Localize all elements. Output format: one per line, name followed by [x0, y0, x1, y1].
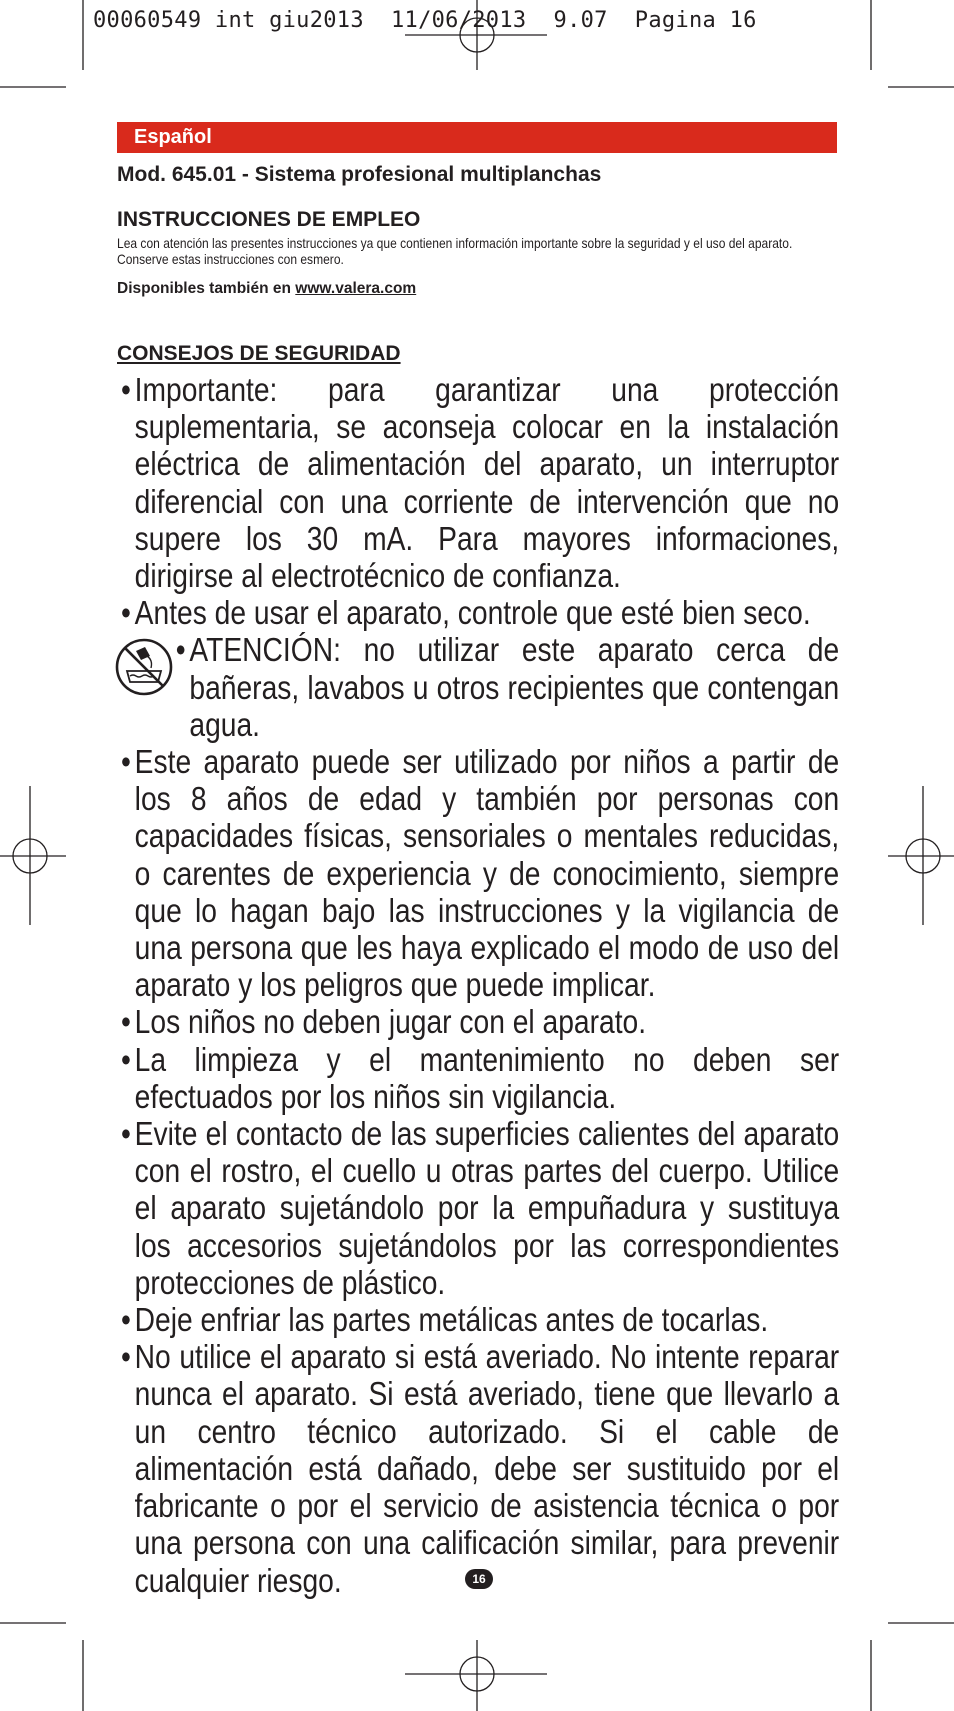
page-number: 16: [465, 1569, 493, 1589]
model-title: Mod. 645.01 - Sistema profesional multiplanchas: [117, 163, 602, 186]
list-item: • Este aparato puede ser utilizado por niños a partir de los 8 años de edad y también por personas con capacidades físicas, sensoriales o mentales reducidas, o carentes de experiencia y de conocimiento, siempre que lo hagan bajo las instrucciones y la vigilancia de una persona que les haya explicado el modo de uso del aparato y los peligros que puede implicar.: [121, 743, 840, 1004]
availability-line: [117, 280, 416, 298]
instructions-text: Lea con atención las presentes instrucciones ya que contienen información importante sobre la seguridad y el uso del aparato. Conserve estas instrucciones con esmero.: [117, 235, 793, 267]
registration-mark-top: [405, 0, 547, 70]
language-label: Español: [134, 126, 212, 148]
language-bar: [117, 122, 837, 153]
list-item-warning: • ATENCIÓN: no utilizar este aparato cerca de bañeras, lavabos u otros recipientes que contengan agua.: [175, 631, 840, 743]
registration-mark-right: [888, 786, 954, 925]
registration-mark-left: [0, 786, 66, 925]
safety-heading: CONSEJOS DE SEGURIDAD: [117, 342, 401, 365]
list-item: • La limpieza y el mantenimiento no deben ser efectuados por los niños sin vigilancia.: [121, 1040, 840, 1115]
list-item: • Antes de usar el aparato, controle que esté bien seco.: [121, 594, 811, 632]
printer-slug: 00060549 int giu2013 11/06/2013 9.07 Pagina 16: [93, 8, 757, 33]
list-item: • Evite el contacto de las superficies calientes del aparato con el rostro, el cuello u otras partes del cuerpo. Utilice el aparato sujetándolo por la empuñadura y sustituya los accesorios sujetándolos por las correspondientes protecciones de plástico.: [121, 1115, 840, 1301]
safety-list: [121, 371, 839, 1599]
website-link[interactable]: www.valera.com: [295, 280, 417, 297]
availability-label: Disponibles también en: [117, 280, 291, 297]
instructions-heading: INSTRUCCIONES DE EMPLEO: [117, 208, 421, 231]
registration-mark-bottom: [405, 1640, 547, 1711]
list-item: • Los niños no deben jugar con el aparato.: [121, 1003, 647, 1041]
list-item: • No utilice el aparato si está averiado. No intente reparar nunca el aparato. Si está averiado, tiene que llevarlo a un centro técnico autorizado. Si el cable de alimentación está dañado, debe ser sustituido por el fabricante o por el servicio de asistencia técnica o por una persona con una calificación similar, para prevenir cualquier riesgo.: [121, 1338, 840, 1599]
list-item: • Importante: para garantizar una protección suplementaria, se aconseja colocar en la instalación eléctrica de alimentación del aparato, un interruptor diferencial con una corriente de intervención que no supere los 30 mA. Para mayores informaciones, dirigirse al electrotécnico de confianza.: [121, 371, 840, 595]
list-item: • Deje enfriar las partes metálicas antes de tocarlas.: [121, 1301, 769, 1339]
